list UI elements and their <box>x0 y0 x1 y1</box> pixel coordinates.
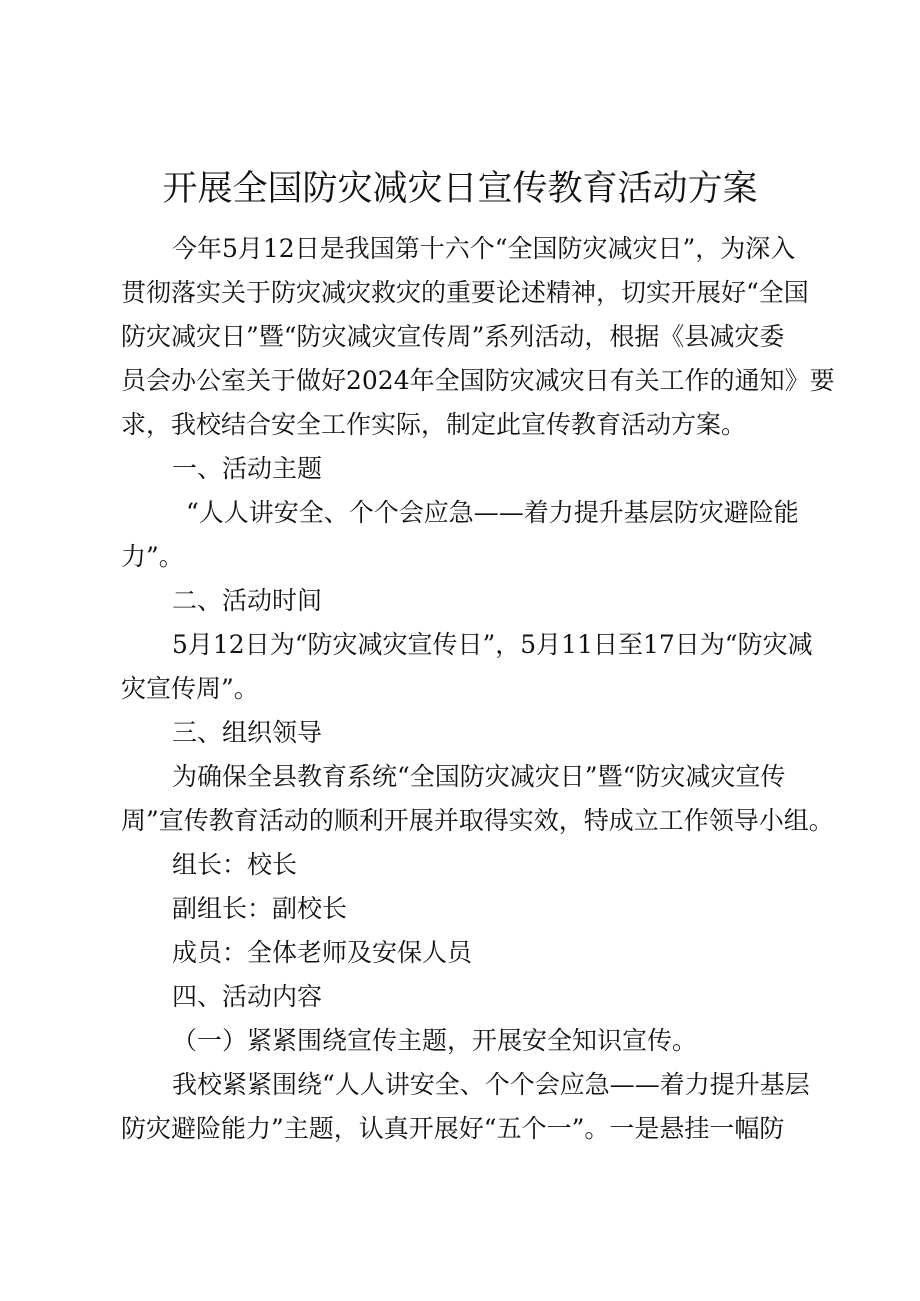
paragraph-line: 防灾避险能力”主题，认真开展好“五个一”。一是悬挂一幅防 <box>121 1114 785 1143</box>
deputy-leader-line: 副组长：副校长 <box>172 894 348 923</box>
paragraph-line: 防灾减灾日”暨“防灾减灾宣传周”系列活动，根据《县减灾委 <box>121 322 785 351</box>
paragraph-line: 灾宣传周”。 <box>121 674 259 703</box>
paragraph-line: 周”宣传教育活动的顺利开展并取得实效，特成立工作领导小组。 <box>121 806 834 835</box>
section-heading: 三、组织领导 <box>172 718 323 747</box>
section-heading: 四、活动内容 <box>172 982 323 1011</box>
paragraph-line: 力”。 <box>121 542 184 571</box>
paragraph-line: 为确保全县教育系统“全国防灾减灾日”暨“防灾减灾宣传 <box>172 762 786 791</box>
paragraph-line: 5月12日为“防灾减灾宣传日”，5月11日至17日为“防灾减 <box>172 630 813 659</box>
paragraph-line: 今年5月12日是我国第十六个“全国防灾减灾日”，为深入 <box>172 234 796 263</box>
section-heading: 二、活动时间 <box>172 586 323 615</box>
leader-line: 组长：校长 <box>172 850 298 879</box>
document-title: 开展全国防灾减灾日宣传教育活动方案 <box>162 169 758 209</box>
paragraph-line: 员会办公室关于做好2024年全国防灾减灾日有关工作的通知》要 <box>121 366 835 395</box>
paragraph-line: 我校紧紧围绕“人人讲安全、个个会应急——着力提升基层 <box>172 1070 810 1099</box>
subsection-heading: （一）紧紧围绕宣传主题，开展安全知识宣传。 <box>172 1026 698 1055</box>
paragraph-line: “人人讲安全、个个会应急——着力提升基层防灾避险能 <box>186 498 799 527</box>
paragraph-line: 求，我校结合安全工作实际，制定此宣传教育活动方案。 <box>121 410 747 439</box>
paragraph-line: 贯彻落实关于防灾减灾救灾的重要论述精神，切实开展好“全国 <box>121 278 809 307</box>
section-heading: 一、活动主题 <box>172 454 323 483</box>
members-line: 成员：全体老师及安保人员 <box>172 938 473 967</box>
